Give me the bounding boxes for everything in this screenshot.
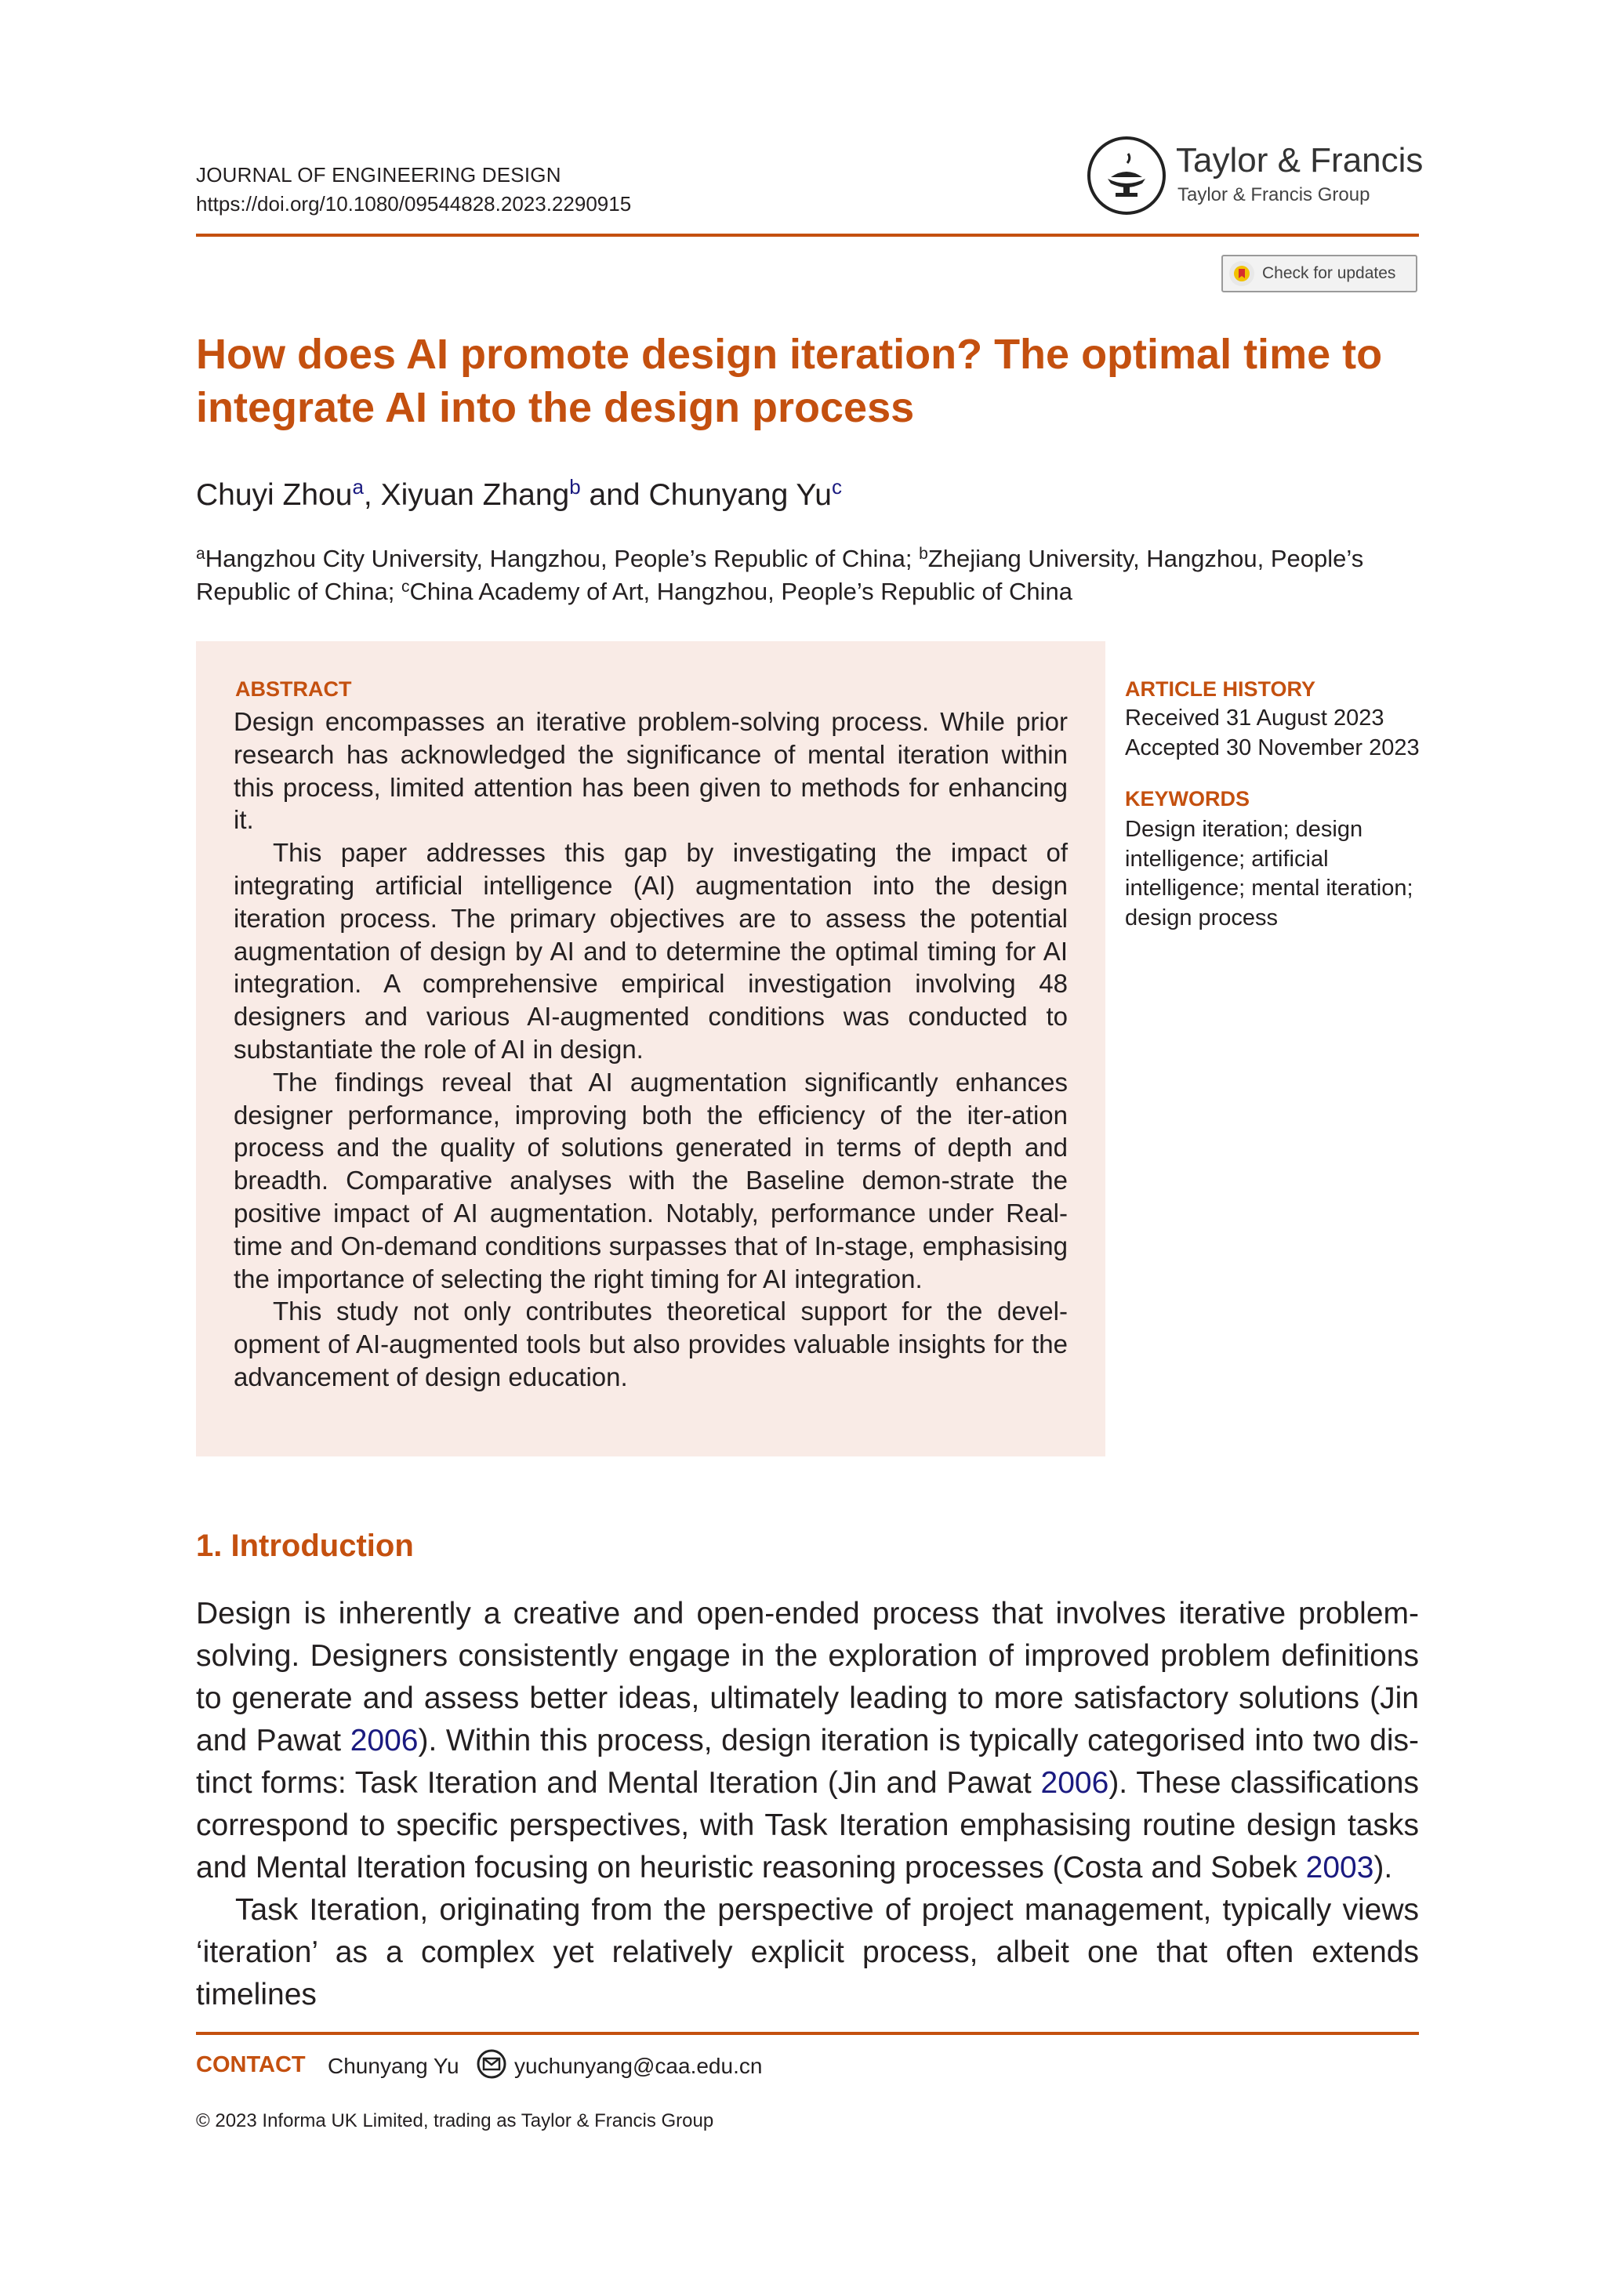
author-name: Chuyi Zhou	[196, 478, 353, 512]
keywords-list: Design iteration; design intelligence; artificial intelligence; mental iteration; design process	[1125, 817, 1413, 930]
abstract-heading: ABSTRACT	[235, 677, 352, 701]
author-list	[196, 475, 842, 513]
doi-link[interactable]: https://doi.org/10.1080/09544828.2023.2290915	[196, 192, 632, 216]
email-icon	[477, 2049, 506, 2079]
intro-paragraph	[196, 1593, 1419, 1889]
keywords-heading: KEYWORDS	[1125, 787, 1250, 811]
affiliation-mark[interactable]: a	[352, 475, 364, 499]
accepted-date: Accepted 30 November 2023	[1125, 735, 1420, 760]
received-date: Received 31 August 2023	[1125, 705, 1384, 731]
contact-email-link[interactable]: yuchunyang@caa.edu.cn	[514, 2054, 763, 2078]
intro-text: ). These classifications correspond to specific perspectives, with Task Iteration emphasising routine design tasks and Mental Iteration focusing on heuristic reasoning processes (Costa and Sobek	[196, 1766, 1419, 1884]
journal-name: JOURNAL OF ENGINEERING DESIGN	[196, 163, 561, 187]
bookmark-icon	[1229, 261, 1254, 286]
abstract-paragraph: This paper addresses this gap by investigating the impact of integrating artificial intelligence (AI) augmentation into the design iteration process. The primary objectives are to assess the potential augmentation of design by AI and to determine the optimal timing for AI integration. A comprehensive empirical investigation involving 48 designers and various AI-augmented conditions was conducted to substantiate the role of AI in design.	[234, 838, 1068, 1064]
taylor-francis-logo-icon	[1086, 135, 1167, 216]
author-separator: ,	[363, 478, 381, 512]
intro-text: ).	[1373, 1851, 1393, 1884]
affiliation-text: Hangzhou City University, Hangzhou, People’s Republic of China;	[205, 545, 920, 572]
citation-link[interactable]: 2006	[350, 1724, 419, 1757]
copyright-notice: © 2023 Informa UK Limited, trading as Taylor & Francis Group	[196, 2110, 714, 2131]
affiliation-text: China Academy of Art, Hangzhou, People’s Republic of China	[409, 578, 1072, 605]
citation-link[interactable]: 2006	[1040, 1766, 1109, 1800]
affiliation-mark[interactable]: b	[569, 475, 581, 499]
citation-link[interactable]: 2003	[1305, 1851, 1374, 1884]
author-separator: and	[580, 478, 649, 512]
section-heading-introduction: 1. Introduction	[196, 1529, 414, 1563]
abstract-paragraph: Design encompasses an iterative problem-solving process. While prior research has acknowledged the significance of mental iteration within this process, limited attention has been given to methods for enhancing it.	[234, 707, 1068, 835]
header-divider	[196, 234, 1419, 237]
check-for-updates-button[interactable]	[1221, 255, 1417, 292]
affiliation-mark: a	[196, 545, 205, 563]
abstract-body	[234, 705, 1068, 1394]
affiliation-mark: c	[401, 578, 410, 596]
contact-label: CONTACT	[196, 2052, 306, 2077]
contact-name: Chunyang Yu	[328, 2054, 459, 2078]
author-name: Chunyang Yu	[648, 478, 832, 512]
author-name: Xiyuan Zhang	[380, 478, 570, 512]
affiliation-mark: b	[919, 545, 928, 563]
abstract-paragraph: This study not only contributes theoretical support for the devel-opment of AI-augmented tools but also provides valuable insights for the advancement of design education.	[234, 1297, 1068, 1391]
check-for-updates-label: Check for updates	[1262, 264, 1396, 282]
publisher-group: Taylor & Francis Group	[1177, 184, 1370, 205]
publisher-name: Taylor & Francis	[1176, 141, 1424, 180]
title-line-2: integrate AI into the design process	[196, 384, 915, 431]
intro-text: ). Within this process, design iteration is typically categorised into two dis-tinct forms: Task Iteration and Mental Iteration (Jin and Pawat	[196, 1724, 1419, 1800]
article-title	[196, 328, 1419, 434]
title-line-1: How does AI promote design iteration? The optimal time to	[196, 331, 1383, 378]
footer-divider	[196, 2032, 1419, 2035]
affiliation-text: Zhejiang University, Hangzhou, People’s Republic of China;	[196, 545, 1364, 605]
abstract-paragraph: The findings reveal that AI augmentation significantly enhances designer performance, improving both the efficiency of the iter-ation process and the quality of solutions generated in terms of depth and breadth. Comparative analyses with the Baseline demon-strate the positive impact of AI augmentation. Notably, performance under Real-time and On-demand conditions surpasses that of In-stage, emphasising the importance of selecting the right timing for AI integration.	[234, 1067, 1068, 1293]
affiliation-mark[interactable]: c	[831, 475, 842, 499]
intro-paragraph: Task Iteration, originating from the perspective of project management, typically views ‘iteration’ as a complex yet relatively explicit process, albeit one that often extends timelines	[196, 1893, 1419, 2011]
article-history-heading: ARTICLE HISTORY	[1125, 677, 1316, 701]
intro-text: Design is inherently a creative and open-ended process that involves iterative problem-solving. Designers consistently engage in the exploration of improved problem definitions to generate and assess better ideas, ultimately leading to more satisfactory solutions (Jin and Pawat	[196, 1597, 1419, 1757]
introduction-body	[196, 1593, 1419, 2016]
affiliations	[196, 542, 1419, 608]
